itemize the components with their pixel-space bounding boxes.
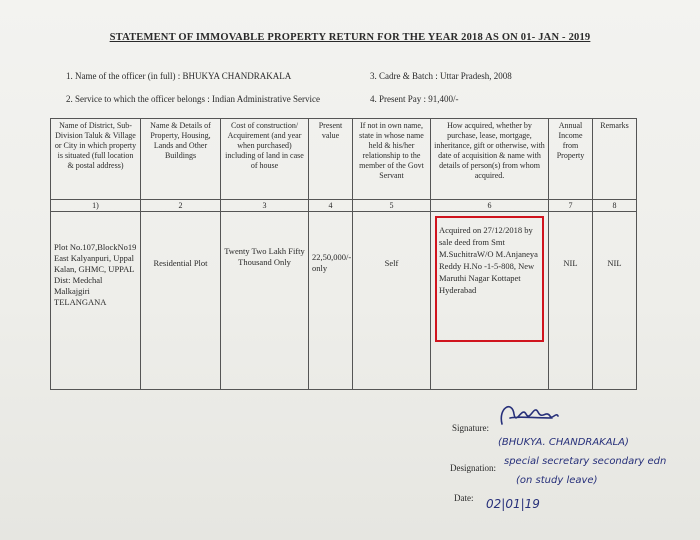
signature-label: Signature:	[452, 423, 489, 433]
column-header: How acquired, whether by purchase, lease, mortgage, inheritance, gift or otherwise, with date of acquisition & name with details of person(s) from whom acquired.	[431, 119, 549, 200]
property-table	[50, 118, 637, 390]
handwritten-date: 02|01|19	[486, 497, 540, 511]
column-number: 7	[549, 200, 593, 212]
remarks-cell: NIL	[593, 212, 637, 390]
column-number: 8	[593, 200, 637, 212]
income-cell: NIL	[549, 212, 593, 390]
column-header: Name of District, Sub-Division Taluk & Village or City in which property is situated (full location & postal address)	[51, 119, 141, 200]
acquisition-cell	[431, 212, 549, 390]
designation-label: Designation:	[450, 463, 496, 473]
cost-cell: Twenty Two Lakh Fifty Thousand Only	[221, 212, 309, 390]
value-cell: 22,50,000/- only	[309, 212, 353, 390]
present-pay-field: 4. Present Pay : 91,400/-	[370, 94, 459, 104]
column-header: Cost of construction/ Acquirement (and year when purchased) including of land in case of house	[221, 119, 309, 200]
cadre-batch-field: 3. Cadre & Batch : Uttar Pradesh, 2008	[370, 71, 512, 81]
table-row	[51, 212, 637, 390]
signature-image	[492, 396, 592, 436]
table-number-row	[51, 200, 637, 212]
column-number: 3	[221, 200, 309, 212]
held-by-cell: Self	[353, 212, 431, 390]
column-header: Remarks	[593, 119, 637, 200]
property-cell: Residential Plot	[141, 212, 221, 390]
column-header: Name & Details of Property, Housing, Lands and Other Buildings	[141, 119, 221, 200]
column-number: 2	[141, 200, 221, 212]
column-header: Annual Income from Property	[549, 119, 593, 200]
date-label: Date:	[454, 493, 474, 503]
column-number: 1)	[51, 200, 141, 212]
column-header: Present value	[309, 119, 353, 200]
acquisition-text: Acquired on 27/12/2018 by sale deed from Smt M.SuchitraW/O M.Anjaneya Reddy H.No -1-5-808, New Maruthi Nagar Kottapet Hyderabad	[439, 225, 538, 295]
officer-name-field: 1. Name of the officer (in full) : BHUKYA CHANDRAKALA	[66, 71, 292, 81]
handwritten-designation-note: (on study leave)	[516, 475, 598, 486]
column-number: 4	[309, 200, 353, 212]
column-header: If not in own name, state in whose name held & his/her relationship to the member of the Govt Servant	[353, 119, 431, 200]
handwritten-designation: special secretary secondary edn	[504, 456, 667, 467]
column-number: 6	[431, 200, 549, 212]
table-header-row	[51, 119, 637, 200]
document-title: STATEMENT OF IMMOVABLE PROPERTY RETURN FOR THE YEAR 2018 AS ON 01- JAN - 2019	[109, 32, 591, 43]
service-field: 2. Service to which the officer belongs : Indian Administrative Service	[66, 94, 321, 104]
handwritten-name: (BHUKYA. CHANDRAKALA)	[498, 437, 629, 448]
column-number: 5	[353, 200, 431, 212]
location-cell: Plot No.107,BlockNo19 East Kalyanpuri, Uppal Kalan, GHMC, UPPAL Dist: Medchal Malkajgiri TELANGANA	[51, 212, 141, 390]
